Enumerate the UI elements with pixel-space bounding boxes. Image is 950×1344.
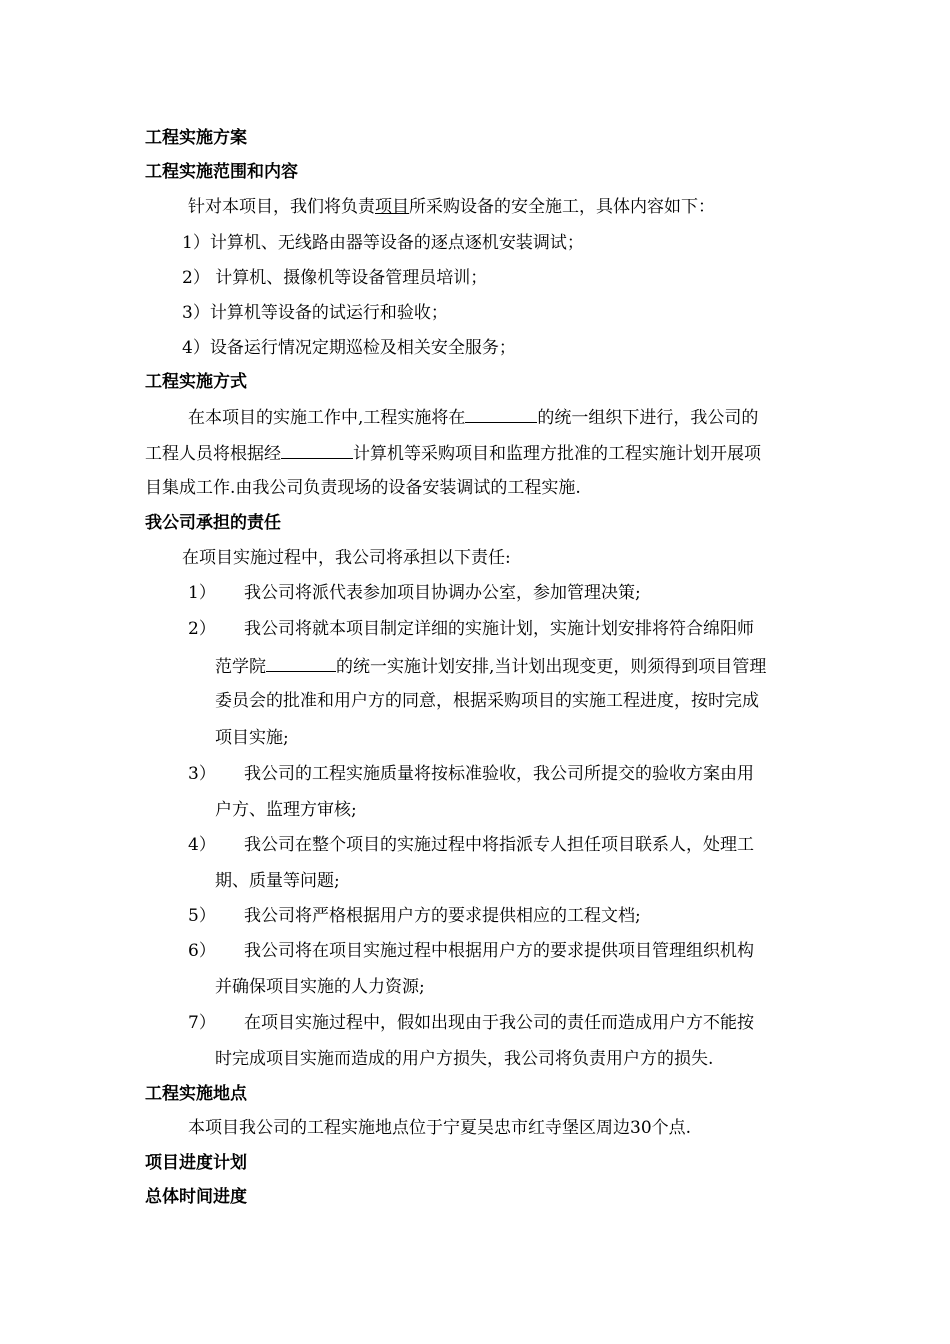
resp-text-2b-b: 的统一实施计划安排,当计划出现变更，则须得到项目管理 — [336, 657, 767, 677]
resp-text-2d: 项目实施; — [215, 728, 289, 748]
scope-item-4: 4）设备运行情况定期巡检及相关安全服务； — [182, 338, 516, 358]
blank-line — [465, 405, 537, 423]
resp-num-6: 6） — [188, 941, 216, 961]
resp-text-1: 我公司将派代表参加项目协调办公室，参加管理决策; — [244, 583, 641, 603]
resp-num-3: 3） — [188, 764, 216, 784]
resp-text-5: 我公司将严格根据用户方的要求提供相应的工程文档; — [244, 906, 641, 926]
resp-text-4b: 期、质量等问题; — [215, 871, 340, 891]
scope-intro-text-a: 针对本项目，我们将负责 — [188, 197, 375, 217]
resp-text-6b: 并确保项目实施的人力资源; — [215, 977, 425, 997]
resp-text-3: 我公司的工程实施质量将按标准验收，我公司所提交的验收方案由用 — [244, 764, 754, 784]
resp-text-7b: 时完成项目实施而造成的用户方损失，我公司将负责用户方的损失. — [215, 1049, 714, 1069]
scope-item-1: 1）计算机、无线路由器等设备的逐点逐机安装调试； — [182, 233, 584, 253]
resp-num-1: 1） — [188, 583, 216, 603]
blank-line — [281, 441, 353, 459]
scope-item-2: 2） 计算机、摄像机等设备管理员培训； — [182, 268, 488, 288]
resp-text-2: 我公司将就本项目制定详细的实施计划，实施计划安排将符合绵阳师 — [244, 619, 754, 639]
method-line-1-a: 在本项目的实施工作中,工程实施将在 — [188, 408, 466, 428]
method-line-2-a: 工程人员将根据经 — [145, 444, 281, 464]
heading-method: 工程实施方式 — [145, 372, 247, 392]
resp-text-2b — [215, 654, 766, 678]
resp-intro: 在项目实施过程中，我公司将承担以下责任: — [182, 548, 511, 568]
location-text: 本项目我公司的工程实施地点位于宁夏吴忠市红寺堡区周边30个点. — [188, 1118, 692, 1138]
resp-text-3b: 户方、监理方审核; — [215, 800, 357, 820]
heading-implementation-plan: 工程实施方案 — [145, 128, 247, 148]
resp-text-2b-a: 范学院 — [215, 657, 266, 677]
heading-schedule: 项目进度计划 — [145, 1153, 247, 1173]
method-line-3: 目集成工作.由我公司负责现场的设备安装调试的工程实施. — [145, 478, 581, 498]
heading-scope: 工程实施范围和内容 — [145, 162, 298, 182]
resp-num-4: 4） — [188, 835, 216, 855]
resp-num-7: 7） — [188, 1013, 216, 1033]
resp-text-2c: 委员会的批准和用户方的同意，根据采购项目的实施工程进度，按时完成 — [215, 691, 759, 711]
heading-responsibility: 我公司承担的责任 — [145, 513, 281, 533]
method-line-1 — [188, 405, 758, 429]
scope-item-3: 3）计算机等设备的试运行和验收； — [182, 303, 448, 323]
method-line-1-b: 的统一组织下进行，我公司的 — [537, 408, 759, 428]
resp-num-5: 5） — [188, 906, 216, 926]
scope-intro-text-b: 所采购设备的安全施工，具体内容如下： — [409, 197, 715, 217]
resp-text-4: 我公司在整个项目的实施过程中将指派专人担任项目联系人，处理工 — [244, 835, 754, 855]
resp-num-2: 2） — [188, 619, 216, 639]
method-line-2-b: 计算机等采购项目和监理方批准的工程实施计划开展项 — [353, 444, 761, 464]
resp-text-7: 在项目实施过程中，假如出现由于我公司的责任而造成用户方不能按 — [244, 1013, 754, 1033]
heading-overall-timeline: 总体时间进度 — [145, 1187, 247, 1207]
method-line-2 — [145, 441, 761, 465]
scope-intro-underlined: 项目 — [375, 197, 409, 217]
blank-line — [266, 654, 336, 672]
scope-intro — [188, 196, 715, 218]
heading-location: 工程实施地点 — [145, 1084, 247, 1104]
resp-text-6: 我公司将在项目实施过程中根据用户方的要求提供项目管理组织机构 — [244, 941, 754, 961]
